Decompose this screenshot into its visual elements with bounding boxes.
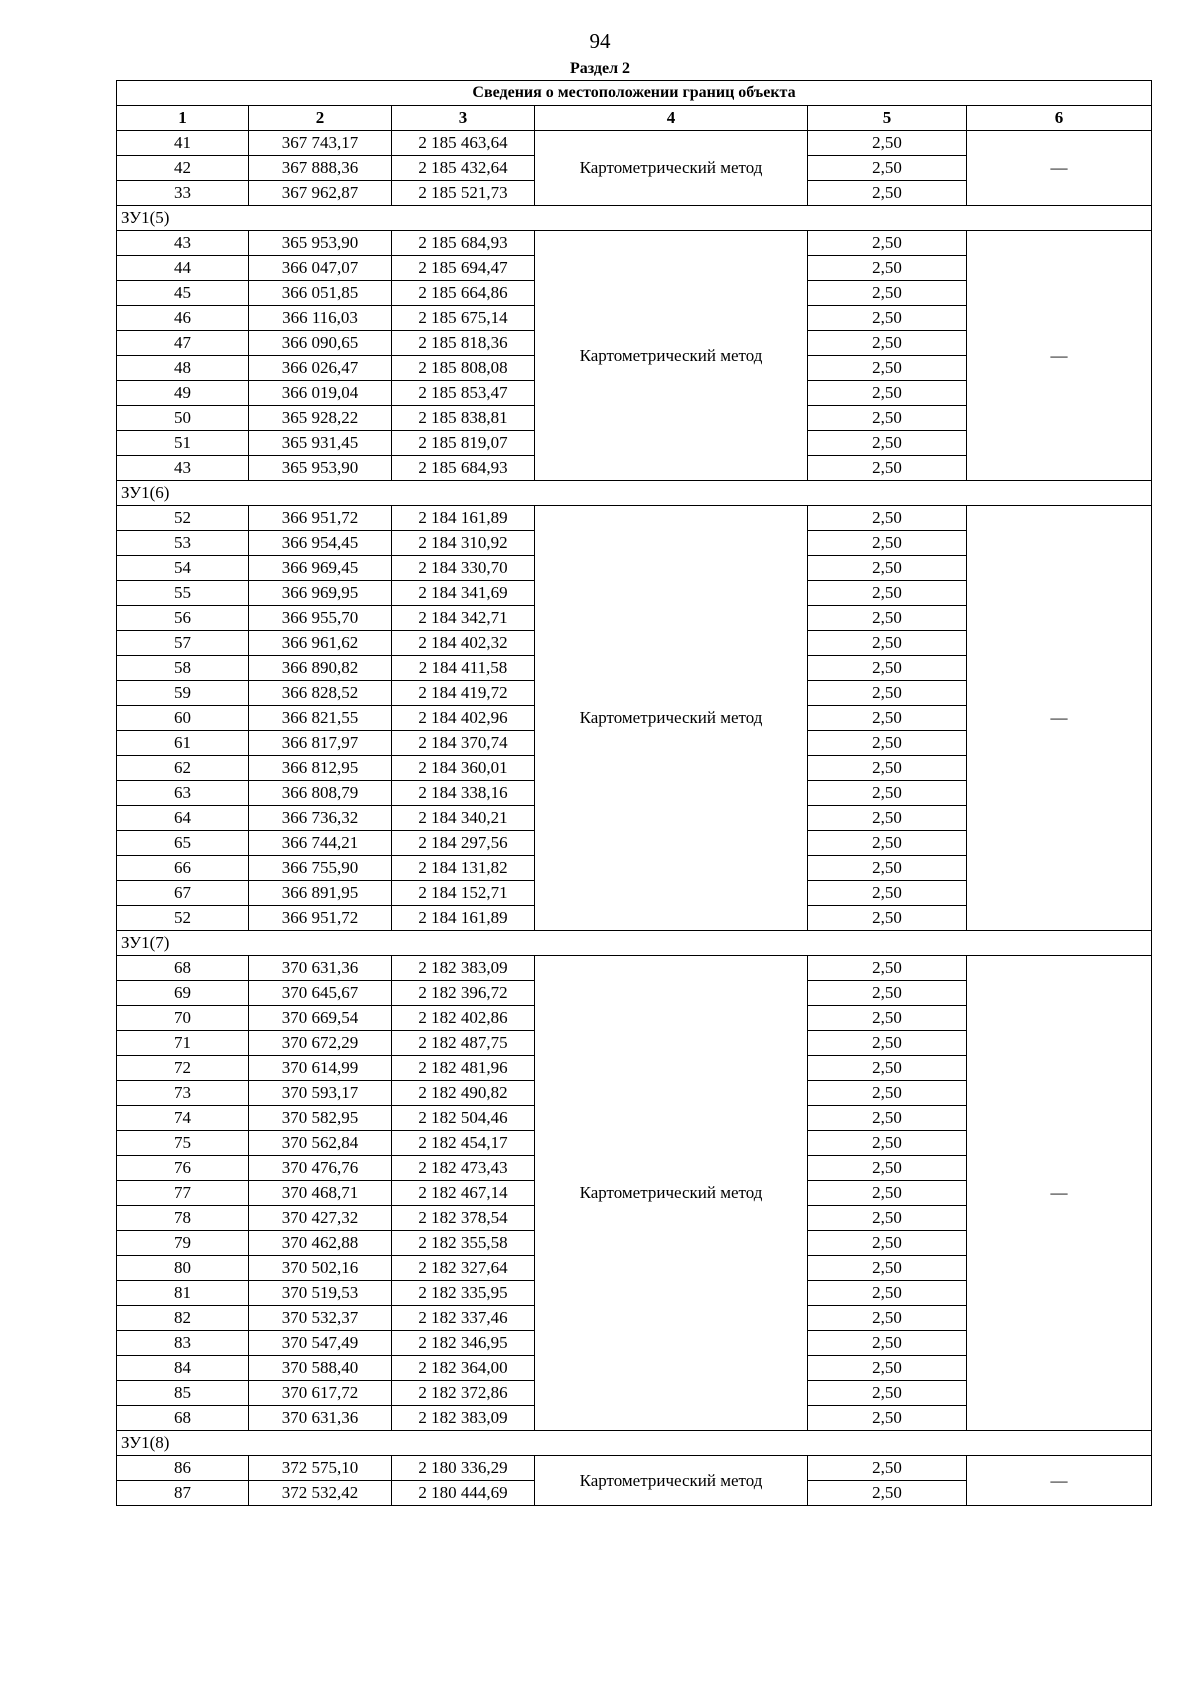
- accuracy-value: 2,50: [808, 181, 967, 206]
- column-number: 5: [808, 106, 967, 131]
- column-6-dash: —: [967, 131, 1152, 206]
- coordinate-x: 366 954,45: [249, 531, 392, 556]
- coordinate-y: 2 185 818,36: [392, 331, 535, 356]
- coordinate-x: 366 961,62: [249, 631, 392, 656]
- column-6-dash: —: [967, 506, 1152, 931]
- accuracy-value: 2,50: [808, 1106, 967, 1131]
- accuracy-value: 2,50: [808, 156, 967, 181]
- accuracy-value: 2,50: [808, 1131, 967, 1156]
- accuracy-value: 2,50: [808, 631, 967, 656]
- coordinate-x: 370 519,53: [249, 1281, 392, 1306]
- accuracy-value: 2,50: [808, 456, 967, 481]
- coordinate-x: 365 953,90: [249, 456, 392, 481]
- accuracy-value: 2,50: [808, 1356, 967, 1381]
- group-label: ЗУ1(5): [117, 206, 1152, 231]
- table-row: [117, 956, 1152, 981]
- point-number: 49: [117, 381, 249, 406]
- coordinate-y: 2 184 370,74: [392, 731, 535, 756]
- column-6-dash: —: [967, 1456, 1152, 1506]
- point-number: 52: [117, 506, 249, 531]
- coordinate-y: 2 184 310,92: [392, 531, 535, 556]
- point-number: 77: [117, 1181, 249, 1206]
- coordinate-x: 365 928,22: [249, 406, 392, 431]
- coordinate-y: 2 184 152,71: [392, 881, 535, 906]
- coordinate-x: 370 588,40: [249, 1356, 392, 1381]
- coordinate-x: 370 532,37: [249, 1306, 392, 1331]
- group-label-row: [117, 481, 1152, 506]
- accuracy-value: 2,50: [808, 681, 967, 706]
- point-number: 57: [117, 631, 249, 656]
- coordinate-y: 2 182 355,58: [392, 1231, 535, 1256]
- point-number: 55: [117, 581, 249, 606]
- table-caption: Сведения о местоположении границ объекта: [117, 81, 1152, 106]
- point-number: 33: [117, 181, 249, 206]
- point-number: 47: [117, 331, 249, 356]
- coordinate-x: 366 821,55: [249, 706, 392, 731]
- coordinate-x: 366 744,21: [249, 831, 392, 856]
- coordinate-x: 370 614,99: [249, 1056, 392, 1081]
- coordinate-x: 370 631,36: [249, 956, 392, 981]
- coordinate-x: 370 476,76: [249, 1156, 392, 1181]
- coordinate-y: 2 184 161,89: [392, 906, 535, 931]
- accuracy-value: 2,50: [808, 856, 967, 881]
- point-number: 60: [117, 706, 249, 731]
- point-number: 42: [117, 156, 249, 181]
- coordinate-y: 2 185 838,81: [392, 406, 535, 431]
- coordinate-y: 2 184 419,72: [392, 681, 535, 706]
- coordinate-y: 2 185 675,14: [392, 306, 535, 331]
- coordinate-y: 2 185 463,64: [392, 131, 535, 156]
- coordinate-y: 2 182 337,46: [392, 1306, 535, 1331]
- coordinate-y: 2 185 664,86: [392, 281, 535, 306]
- coordinate-x: 366 047,07: [249, 256, 392, 281]
- point-number: 67: [117, 881, 249, 906]
- point-number: 86: [117, 1456, 249, 1481]
- coordinate-x: 366 969,95: [249, 581, 392, 606]
- accuracy-value: 2,50: [808, 281, 967, 306]
- point-number: 72: [117, 1056, 249, 1081]
- accuracy-value: 2,50: [808, 831, 967, 856]
- column-number: 2: [249, 106, 392, 131]
- accuracy-value: 2,50: [808, 1231, 967, 1256]
- column-number-row: [117, 106, 1152, 131]
- column-number: 1: [117, 106, 249, 131]
- point-number: 43: [117, 456, 249, 481]
- accuracy-value: 2,50: [808, 256, 967, 281]
- coordinate-y: 2 182 378,54: [392, 1206, 535, 1231]
- coordinate-y: 2 182 383,09: [392, 956, 535, 981]
- point-number: 54: [117, 556, 249, 581]
- accuracy-value: 2,50: [808, 881, 967, 906]
- coordinate-x: 366 891,95: [249, 881, 392, 906]
- coordinate-y: 2 182 490,82: [392, 1081, 535, 1106]
- column-6-dash: —: [967, 231, 1152, 481]
- accuracy-value: 2,50: [808, 956, 967, 981]
- accuracy-value: 2,50: [808, 1281, 967, 1306]
- point-number: 64: [117, 806, 249, 831]
- coordinate-y: 2 184 342,71: [392, 606, 535, 631]
- point-number: 73: [117, 1081, 249, 1106]
- accuracy-value: 2,50: [808, 556, 967, 581]
- accuracy-value: 2,50: [808, 1006, 967, 1031]
- coordinate-y: 2 184 161,89: [392, 506, 535, 531]
- coordinate-x: 366 755,90: [249, 856, 392, 881]
- accuracy-value: 2,50: [808, 1481, 967, 1506]
- point-number: 75: [117, 1131, 249, 1156]
- coordinate-x: 366 808,79: [249, 781, 392, 806]
- point-number: 76: [117, 1156, 249, 1181]
- accuracy-value: 2,50: [808, 1081, 967, 1106]
- coordinate-x: 372 575,10: [249, 1456, 392, 1481]
- point-number: 82: [117, 1306, 249, 1331]
- coordinate-y: 2 184 297,56: [392, 831, 535, 856]
- coordinate-y: 2 182 396,72: [392, 981, 535, 1006]
- table-row: [117, 231, 1152, 256]
- accuracy-value: 2,50: [808, 431, 967, 456]
- point-number: 43: [117, 231, 249, 256]
- table-caption-row: [117, 81, 1152, 106]
- coordinate-y: 2 182 504,46: [392, 1106, 535, 1131]
- point-number: 65: [117, 831, 249, 856]
- point-number: 66: [117, 856, 249, 881]
- coordinate-x: 366 812,95: [249, 756, 392, 781]
- coordinate-x: 370 669,54: [249, 1006, 392, 1031]
- coordinate-y: 2 180 444,69: [392, 1481, 535, 1506]
- column-number: 3: [392, 106, 535, 131]
- table-row: [117, 131, 1152, 156]
- point-number: 61: [117, 731, 249, 756]
- coordinate-x: 366 951,72: [249, 906, 392, 931]
- coordinate-x: 366 051,85: [249, 281, 392, 306]
- accuracy-value: 2,50: [808, 331, 967, 356]
- coordinate-x: 366 828,52: [249, 681, 392, 706]
- coordinate-x: 370 502,16: [249, 1256, 392, 1281]
- point-number: 44: [117, 256, 249, 281]
- coordinate-y: 2 184 340,21: [392, 806, 535, 831]
- accuracy-value: 2,50: [808, 1306, 967, 1331]
- accuracy-value: 2,50: [808, 1181, 967, 1206]
- accuracy-value: 2,50: [808, 906, 967, 931]
- point-number: 80: [117, 1256, 249, 1281]
- point-number: 83: [117, 1331, 249, 1356]
- accuracy-value: 2,50: [808, 981, 967, 1006]
- coordinate-y: 2 185 684,93: [392, 231, 535, 256]
- coordinate-x: 370 617,72: [249, 1381, 392, 1406]
- coordinate-y: 2 185 808,08: [392, 356, 535, 381]
- group-label: ЗУ1(7): [117, 931, 1152, 956]
- point-number: 78: [117, 1206, 249, 1231]
- point-number: 81: [117, 1281, 249, 1306]
- group-label-row: [117, 206, 1152, 231]
- point-number: 69: [117, 981, 249, 1006]
- point-number: 48: [117, 356, 249, 381]
- point-number: 63: [117, 781, 249, 806]
- point-number: 41: [117, 131, 249, 156]
- coordinate-y: 2 180 336,29: [392, 1456, 535, 1481]
- coordinate-x: 367 888,36: [249, 156, 392, 181]
- column-number: 4: [535, 106, 808, 131]
- coordinate-y: 2 185 819,07: [392, 431, 535, 456]
- accuracy-value: 2,50: [808, 1381, 967, 1406]
- method-cell: Картометрический метод: [535, 231, 808, 481]
- coordinate-x: 367 743,17: [249, 131, 392, 156]
- coordinate-x: 370 645,67: [249, 981, 392, 1006]
- accuracy-value: 2,50: [808, 231, 967, 256]
- accuracy-value: 2,50: [808, 1256, 967, 1281]
- accuracy-value: 2,50: [808, 781, 967, 806]
- coordinate-x: 372 532,42: [249, 1481, 392, 1506]
- coordinate-y: 2 185 432,64: [392, 156, 535, 181]
- point-number: 53: [117, 531, 249, 556]
- table-row: [117, 1456, 1152, 1481]
- accuracy-value: 2,50: [808, 356, 967, 381]
- coordinate-y: 2 182 481,96: [392, 1056, 535, 1081]
- coordinate-x: 365 953,90: [249, 231, 392, 256]
- coordinate-x: 370 631,36: [249, 1406, 392, 1431]
- accuracy-value: 2,50: [808, 581, 967, 606]
- coordinate-x: 370 427,32: [249, 1206, 392, 1231]
- coordinate-x: 370 468,71: [249, 1181, 392, 1206]
- accuracy-value: 2,50: [808, 756, 967, 781]
- coordinate-y: 2 182 467,14: [392, 1181, 535, 1206]
- accuracy-value: 2,50: [808, 1206, 967, 1231]
- group-label-row: [117, 931, 1152, 956]
- group-label-row: [117, 1431, 1152, 1456]
- coordinate-y: 2 182 335,95: [392, 1281, 535, 1306]
- point-number: 59: [117, 681, 249, 706]
- accuracy-value: 2,50: [808, 1456, 967, 1481]
- page-number: 94: [589, 29, 611, 53]
- table-row: [117, 506, 1152, 531]
- accuracy-value: 2,50: [808, 1156, 967, 1181]
- coordinate-x: 370 547,49: [249, 1331, 392, 1356]
- coordinate-x: 370 593,17: [249, 1081, 392, 1106]
- point-number: 68: [117, 956, 249, 981]
- accuracy-value: 2,50: [808, 731, 967, 756]
- coordinate-y: 2 182 402,86: [392, 1006, 535, 1031]
- point-number: 70: [117, 1006, 249, 1031]
- group-label: ЗУ1(6): [117, 481, 1152, 506]
- column-6-dash: —: [967, 956, 1152, 1431]
- coordinate-x: 366 090,65: [249, 331, 392, 356]
- coordinate-y: 2 184 402,32: [392, 631, 535, 656]
- column-number: 6: [967, 106, 1152, 131]
- accuracy-value: 2,50: [808, 406, 967, 431]
- accuracy-value: 2,50: [808, 381, 967, 406]
- point-number: 71: [117, 1031, 249, 1056]
- point-number: 56: [117, 606, 249, 631]
- point-number: 52: [117, 906, 249, 931]
- coordinate-y: 2 185 521,73: [392, 181, 535, 206]
- coordinate-y: 2 184 360,01: [392, 756, 535, 781]
- coordinate-x: 370 462,88: [249, 1231, 392, 1256]
- coordinate-x: 365 931,45: [249, 431, 392, 456]
- coordinate-x: 366 890,82: [249, 656, 392, 681]
- point-number: 46: [117, 306, 249, 331]
- accuracy-value: 2,50: [808, 506, 967, 531]
- coordinate-x: 367 962,87: [249, 181, 392, 206]
- coordinate-y: 2 184 402,96: [392, 706, 535, 731]
- accuracy-value: 2,50: [808, 306, 967, 331]
- coordinate-y: 2 184 131,82: [392, 856, 535, 881]
- coordinate-y: 2 184 341,69: [392, 581, 535, 606]
- accuracy-value: 2,50: [808, 1056, 967, 1081]
- section-title: Раздел 2: [569, 60, 631, 77]
- point-number: 50: [117, 406, 249, 431]
- point-number: 79: [117, 1231, 249, 1256]
- accuracy-value: 2,50: [808, 131, 967, 156]
- method-cell: Картометрический метод: [535, 506, 808, 931]
- table-body: [117, 81, 1152, 1506]
- accuracy-value: 2,50: [808, 1031, 967, 1056]
- accuracy-value: 2,50: [808, 656, 967, 681]
- point-number: 51: [117, 431, 249, 456]
- coordinate-y: 2 182 454,17: [392, 1131, 535, 1156]
- coordinate-x: 366 116,03: [249, 306, 392, 331]
- coordinate-x: 370 562,84: [249, 1131, 392, 1156]
- method-cell: Картометрический метод: [535, 1456, 808, 1506]
- point-number: 74: [117, 1106, 249, 1131]
- point-number: 87: [117, 1481, 249, 1506]
- point-number: 58: [117, 656, 249, 681]
- coordinate-y: 2 185 684,93: [392, 456, 535, 481]
- accuracy-value: 2,50: [808, 531, 967, 556]
- coordinate-y: 2 182 383,09: [392, 1406, 535, 1431]
- coordinate-y: 2 185 853,47: [392, 381, 535, 406]
- coordinate-x: 366 817,97: [249, 731, 392, 756]
- coordinate-y: 2 182 346,95: [392, 1331, 535, 1356]
- coordinate-y: 2 184 411,58: [392, 656, 535, 681]
- coordinate-x: 366 019,04: [249, 381, 392, 406]
- coordinate-x: 366 951,72: [249, 506, 392, 531]
- coordinate-y: 2 182 364,00: [392, 1356, 535, 1381]
- accuracy-value: 2,50: [808, 1406, 967, 1431]
- boundaries-table: [116, 80, 1152, 1506]
- method-cell: Картометрический метод: [535, 956, 808, 1431]
- coordinate-y: 2 184 330,70: [392, 556, 535, 581]
- coordinate-x: 370 582,95: [249, 1106, 392, 1131]
- accuracy-value: 2,50: [808, 1331, 967, 1356]
- point-number: 84: [117, 1356, 249, 1381]
- coordinate-x: 370 672,29: [249, 1031, 392, 1056]
- accuracy-value: 2,50: [808, 806, 967, 831]
- group-label: ЗУ1(8): [117, 1431, 1152, 1456]
- coordinate-x: 366 955,70: [249, 606, 392, 631]
- coordinate-x: 366 969,45: [249, 556, 392, 581]
- method-cell: Картометрический метод: [535, 131, 808, 206]
- coordinate-x: 366 026,47: [249, 356, 392, 381]
- accuracy-value: 2,50: [808, 706, 967, 731]
- accuracy-value: 2,50: [808, 606, 967, 631]
- coordinate-x: 366 736,32: [249, 806, 392, 831]
- point-number: 68: [117, 1406, 249, 1431]
- coordinate-y: 2 182 487,75: [392, 1031, 535, 1056]
- coordinate-y: 2 185 694,47: [392, 256, 535, 281]
- point-number: 45: [117, 281, 249, 306]
- point-number: 85: [117, 1381, 249, 1406]
- point-number: 62: [117, 756, 249, 781]
- coordinate-y: 2 182 372,86: [392, 1381, 535, 1406]
- coordinate-y: 2 182 473,43: [392, 1156, 535, 1181]
- coordinate-y: 2 184 338,16: [392, 781, 535, 806]
- coordinate-y: 2 182 327,64: [392, 1256, 535, 1281]
